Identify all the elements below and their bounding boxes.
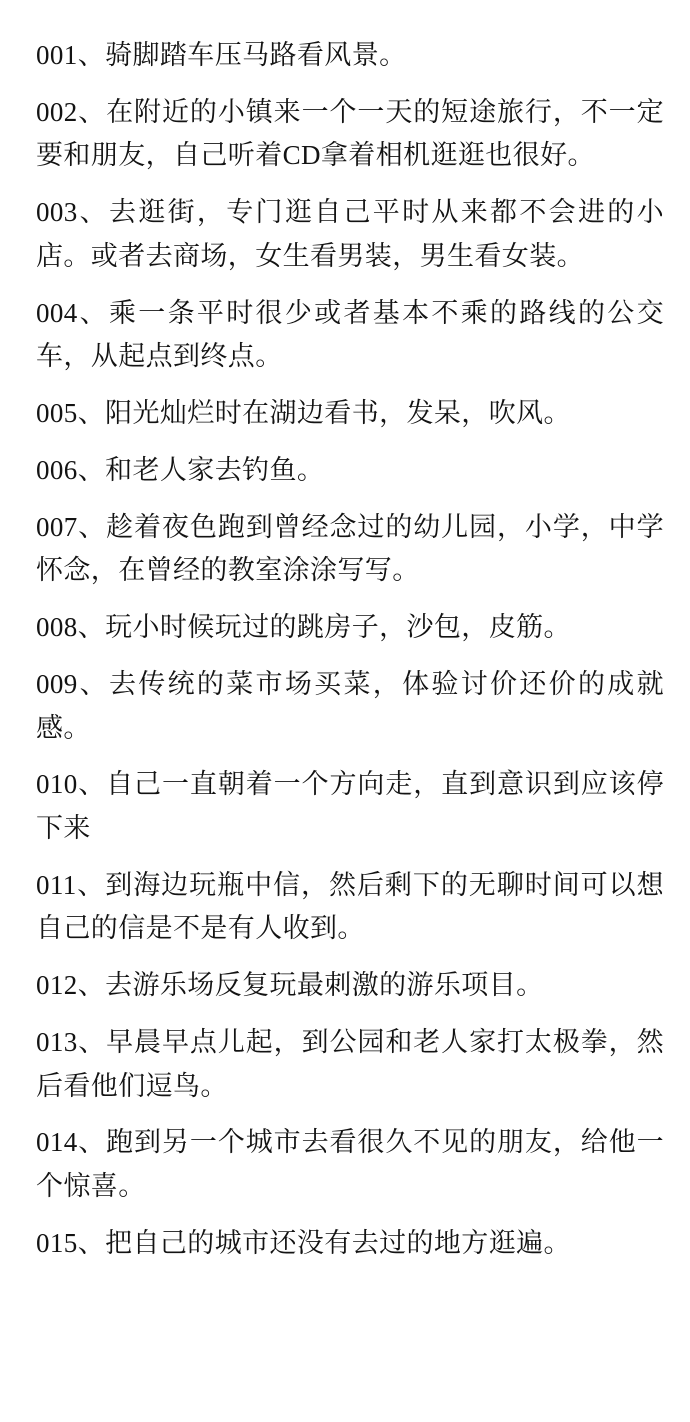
list-item <box>36 663 664 750</box>
list-item-text: 乘一条平时很少或者基本不乘的路线的公交车，从起点到终点。 <box>36 297 664 372</box>
list-item-text: 早晨早点儿起，到公园和老人家打太极拳，然后看他们逗鸟。 <box>36 1026 664 1101</box>
list-item <box>36 392 664 436</box>
list-item <box>36 292 664 379</box>
list-item-text: 骑脚踏车压马路看风景。 <box>105 40 407 70</box>
numbered-list <box>36 34 664 1266</box>
list-item <box>36 34 664 78</box>
list-item-number: 013、 <box>36 1026 107 1057</box>
list-item-number: 001、 <box>36 40 106 70</box>
list-item-text: 和老人家去钓鱼。 <box>105 454 325 485</box>
list-item-text: 阳光灿烂时在湖边看书，发呆，吹风。 <box>105 398 571 429</box>
list-item-number: 003、 <box>36 197 109 228</box>
list-item-text: 自己一直朝着一个方向走，直到意识到应该停下来 <box>36 769 664 844</box>
list-item <box>36 964 664 1008</box>
list-item-number: 007、 <box>36 511 107 542</box>
list-item <box>36 763 664 850</box>
list-item-number: 011、 <box>36 869 106 900</box>
list-item <box>36 191 664 278</box>
list-item-number: 009、 <box>36 668 109 699</box>
list-item <box>36 91 664 178</box>
list-item-text: 去游乐场反复玩最刺激的游乐项目。 <box>105 970 544 1001</box>
list-item-text: 趁着夜色跑到曾经念过的幼儿园，小学，中学怀念，在曾经的教室涂涂写写。 <box>36 511 664 586</box>
list-item <box>36 506 664 593</box>
list-item-number: 005、 <box>36 398 106 429</box>
list-item-number: 004、 <box>36 297 109 328</box>
list-item <box>36 1222 664 1266</box>
list-item-text: 在附近的小镇来一个一天的短途旅行，不一定要和朋友，自己听着CD拿着相机逛逛也很好。 <box>36 96 664 171</box>
list-item-text: 去逛街，专门逛自己平时从来都不会进的小店。或者去商场，女生看男装，男生看女装。 <box>36 197 664 271</box>
list-item <box>36 449 664 493</box>
list-item-text: 把自己的城市还没有去过的地方逛遍。 <box>105 1227 571 1258</box>
list-item <box>36 1121 664 1208</box>
list-item <box>36 1021 664 1108</box>
list-item-number: 006、 <box>36 454 106 485</box>
list-item <box>36 864 664 951</box>
list-item-number: 015、 <box>36 1227 106 1258</box>
list-item-text: 跑到另一个城市去看很久不见的朋友，给他一个惊喜。 <box>36 1127 664 1202</box>
list-item <box>36 606 664 650</box>
list-item-number: 010、 <box>36 769 107 800</box>
list-item-text: 到海边玩瓶中信，然后剩下的无聊时间可以想自己的信是不是有人收到。 <box>36 869 664 944</box>
list-item-text: 去传统的菜市场买菜，体验讨价还价的成就感。 <box>36 668 664 743</box>
list-item-text: 玩小时候玩过的跳房子，沙包，皮筋。 <box>105 612 571 643</box>
list-item-number: 012、 <box>36 970 106 1001</box>
list-item-number: 008、 <box>36 612 106 643</box>
list-item-number: 002、 <box>36 96 107 127</box>
list-item-number: 014、 <box>36 1127 107 1158</box>
